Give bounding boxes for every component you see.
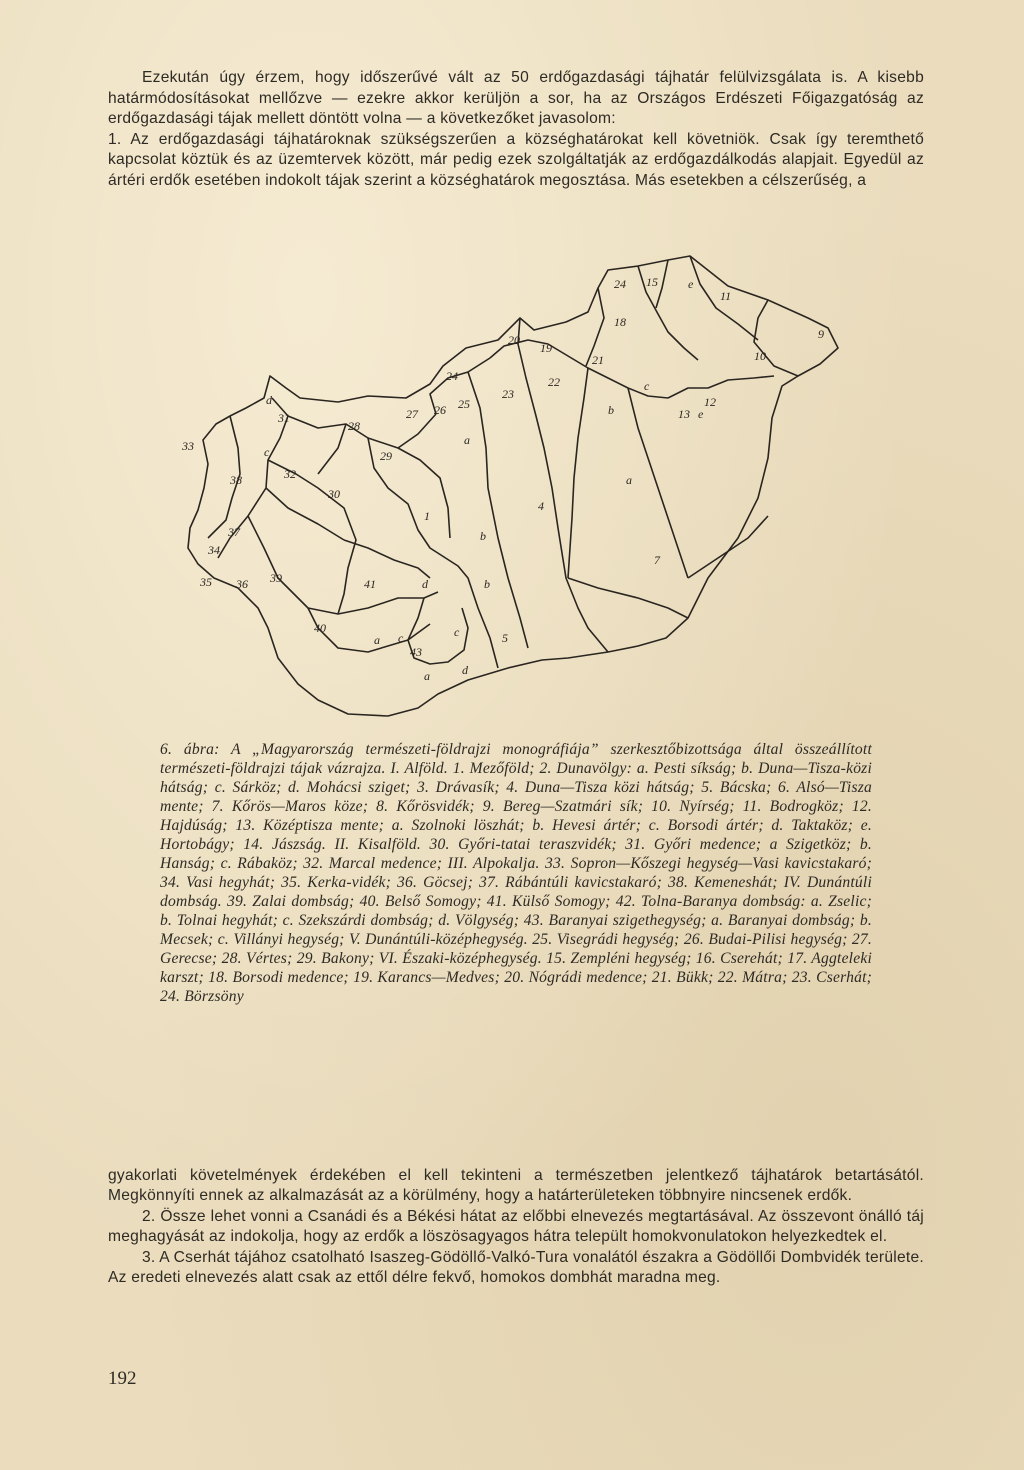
map-label: 31 xyxy=(278,411,290,425)
map-label: 9 xyxy=(818,327,824,341)
map-label: 1 xyxy=(424,509,430,523)
map-label: 26 xyxy=(434,403,446,417)
map-label: 27 xyxy=(406,407,418,421)
map-label: a xyxy=(424,669,430,683)
landscape-sketch-map xyxy=(168,248,868,728)
map-label: 32 xyxy=(284,467,296,481)
map-label: 10 xyxy=(754,349,766,363)
map-label: 43 xyxy=(410,645,422,659)
map-label: e xyxy=(698,407,704,421)
map-label: 7 xyxy=(654,553,660,567)
map-label: 19 xyxy=(540,341,552,355)
map-label: 5 xyxy=(502,631,508,645)
region-boundary xyxy=(398,448,450,538)
map-label: 38 xyxy=(230,473,242,487)
continuation-paragraph: gyakorlati követelmények érdekében el kell tekinteni a természetben jelentkező tájhatárok betartásától. Megkönnyíti ennek az alkalmazását az a körülmény, hogy a határterületeken többnyire nincsenek erdők. xyxy=(108,1167,924,1205)
map-label: 37 xyxy=(228,525,240,539)
map-label: b xyxy=(484,577,490,591)
region-boundary xyxy=(268,460,356,614)
map-label: 33 xyxy=(182,439,194,453)
map-label: 24 xyxy=(614,277,626,291)
region-boundary xyxy=(318,424,346,474)
map-label: 21 xyxy=(592,353,604,367)
map-label: 12 xyxy=(704,395,716,409)
map-label: 18 xyxy=(614,315,626,329)
map-label: 20 xyxy=(508,333,520,347)
figure-caption xyxy=(160,740,872,1006)
map-svg xyxy=(168,248,868,728)
map-label: 40 xyxy=(314,621,326,635)
map-label: 13 xyxy=(678,407,690,421)
map-label: 35 xyxy=(200,575,212,589)
map-label: c xyxy=(454,625,460,639)
map-label: a xyxy=(374,633,380,647)
intro-paragraph: Ezekután úgy érzem, hogy időszerűvé vált az 50 erdőgazdasági tájhatár felülvizsgálata is. A kisebb határmódosításokat mellőzve — ezekre akkor kerüljön a sor, ha az Országos Erdészeti Főigazgatóság az erdőgazdasági tájak mellett döntött volna — a következőket javasolom: xyxy=(108,69,924,128)
page-number: 192 xyxy=(108,1368,137,1389)
caption-text: 6. ábra: A „Magyarország természeti-földrajzi monográfiája” szerkesztőbizottsága által összeállított természeti-földrajzi tájak vázrajza. I. Alföld. 1. Mezőföld; 2. Dunavölgy: a. Pesti síkság; b. Duna—Tisza-közi hátság; c. Sárköz; d. Mohácsi sziget; 3. Drávasík; 4. Duna—Tisza közi hátság; 5. Bácska; 6. Alsó—Tisza mente; 7. Kőrös—Maros köze; 8. Kőrösvidék; 9. Bereg—Szatmári sík; 10. Nyírség; 11. Bodrogköz; 12. Hajdúság; 13. Középtisza mente; a. Szolnoki löszhát; b. Hevesi ártér; c. Borsodi ártér; d. Taktaköz; e. Hortobágy; 14. Jászság. II. Kisalföld. 30. Győri-tatai teraszvidék; 31. Győri medence; a Szigetköz; b. Hanság; c. Rábaköz; 32. Marcal medence; III. Alpokalja. 33. Sopron—Kőszegi hegység—Vasi kavicstakaró; 34. Vasi hegyhát; 35. Kerka-vidék; 36. Göcsej; 37. Rábántúli kavicstakaró; 38. Kemeneshát; IV. Dunántúli dombság. 39. Zalai dombság; 40. Belső Somogy; 41. Külső Somogy; 42. Tolna-Baranya dombság: a. Zselic; b. Tolnai hegyhát; c. Szekszárdi dombság; d. Völgység; 43. Baranyai szigethegység; a. Baranyai dombság; b. Mecsek; c. Villányi hegység; V. Dunántúli-középhegység. 25. Visegrádi hegység; 26. Budai-Pilisi hegység; 27. Gerecse; 28. Vértes; 29. Bakony; VI. Északi-középhegység. 15. Zempléni hegység; 16. Cserehát; 17. Aggteleki karszt; 18. Borsodi medence; 19. Karancs—Medves; 20. Nógrádi medence; 21. Bükk; 22. Mátra; 23. Cserhát; 24. Börzsöny xyxy=(160,741,872,1005)
point-2-paragraph: 2. Össze lehet vonni a Csanádi és a Békési hátat az előbbi elnevezés megtartásával. Az összevont önálló táj meghagyását az indokolja, hogy az erdők a löszösagyagos hátra települt homokvonulatokon helyezkedtek el. xyxy=(108,1207,924,1246)
region-boundary xyxy=(688,516,768,578)
region-boundary xyxy=(668,376,774,398)
map-label: 34 xyxy=(208,543,220,557)
map-label: c xyxy=(644,379,650,393)
bottom-text xyxy=(108,1166,924,1288)
map-label: d xyxy=(422,577,428,591)
region-boundary xyxy=(518,318,608,652)
map-label: 15 xyxy=(646,275,658,289)
point-1-paragraph: 1. Az erdőgazdasági tájhatároknak szükségszerűen a községhatárokat kell követniök. Csak így teremthető kapcsolat köztük és az üzemtervek között, már pedig ezek szolgáltatják az erdőgazdálkodás alapjait. Egyedül az ártéri erdők esetében indokolt tájak szerint a községhatárok megosztása. Más esetekben a célszerűség, a xyxy=(108,130,924,189)
map-label: a xyxy=(464,433,470,447)
map-label: 11 xyxy=(720,289,732,303)
point-3-paragraph: 3. A Cserhát tájához csatolható Isaszeg-Gödöllő-Valkó-Tura vonalától északra a Gödöllői Dombvidék területe. Az eredeti elnevezés alatt csak az ettől délre fekvő, homokos dombhát maradna meg. xyxy=(108,1248,924,1287)
map-label: d xyxy=(462,663,468,677)
top-text xyxy=(108,68,924,192)
map-label: 29 xyxy=(380,449,392,463)
map-label: 30 xyxy=(328,487,340,501)
map-label: 23 xyxy=(502,387,514,401)
region-boundary xyxy=(568,578,688,618)
map-label: b xyxy=(608,403,614,417)
region-boundary xyxy=(344,540,430,578)
map-label: 41 xyxy=(364,577,376,591)
region-boundary xyxy=(490,340,668,398)
map-label: 4 xyxy=(538,499,544,513)
map-label: 24 xyxy=(446,369,458,383)
map-label: 25 xyxy=(458,397,470,411)
map-label: c xyxy=(264,445,270,459)
map-label: 22 xyxy=(548,375,560,389)
map-label: 28 xyxy=(348,419,360,433)
map-label: b xyxy=(480,529,486,543)
map-label: 36 xyxy=(236,577,248,591)
map-label: c xyxy=(398,631,404,645)
map-label: d xyxy=(266,393,272,407)
map-label: e xyxy=(688,277,694,291)
region-boundary xyxy=(568,368,588,578)
map-label: 39 xyxy=(270,571,282,585)
map-label: a xyxy=(626,473,632,487)
